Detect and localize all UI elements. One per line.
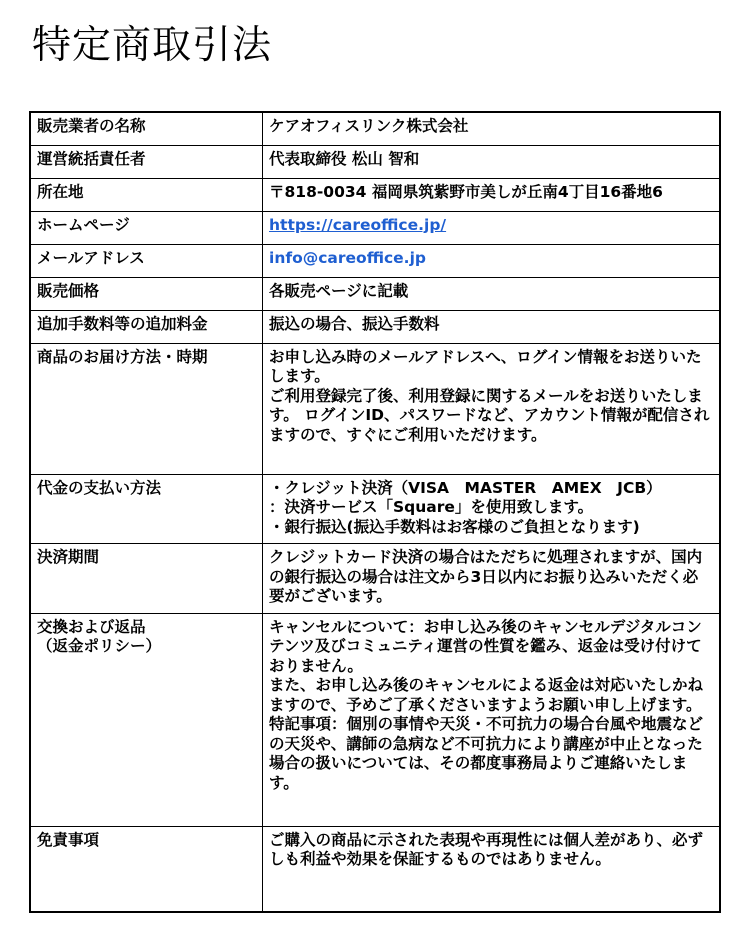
row-label-disclaimer: 免責事項	[30, 826, 263, 912]
row-label-payment-period: 決済期間	[30, 544, 263, 614]
payment-line-2: ：決済サービス「Square」を使用致します。	[269, 498, 594, 516]
returns-label-2: （返金ポリシー）	[37, 637, 162, 655]
table-row	[30, 112, 720, 145]
row-label-delivery: 商品のお届け方法・時期	[30, 343, 263, 474]
homepage-link[interactable]: https://careoffice.jp/	[269, 215, 447, 234]
row-value-price: 各販売ページに記載	[263, 277, 721, 310]
row-label-email: メールアドレス	[30, 244, 263, 277]
row-value-payment-method	[263, 474, 721, 544]
payment-line-1: ・クレジット決済（VISA MASTER AMEX JCB）	[269, 478, 662, 497]
returns-text-2: また、お申し込み後のキャンセルによる返金は対応いたしかねますので、予めご了承くださいますようお願い申し上げます。	[269, 676, 704, 714]
table-row	[30, 244, 720, 277]
returns-text-3: 特記事項：個別の事情や天災・不可抗力の場合台風や地震などの天災や、講師の急病など不可抗力により講座が中止となった場合の扱いについては、その都度事務局よりご連絡いたします。	[269, 715, 704, 792]
row-value-disclaimer: ご購入の商品に示された表現や再現性には個人差があり、必ずしも利益や効果を保証するものではありません。	[263, 826, 721, 912]
row-label-price: 販売価格	[30, 277, 263, 310]
table-row	[30, 343, 720, 474]
row-label-returns	[30, 613, 263, 826]
row-label-homepage: ホームページ	[30, 211, 263, 244]
row-label-seller-name: 販売業者の名称	[30, 112, 263, 145]
table-row	[30, 474, 720, 544]
table-row	[30, 211, 720, 244]
delivery-text-1: お申し込み時のメールアドレスへ、ログイン情報をお送りいたします。	[269, 347, 702, 385]
table-row	[30, 826, 720, 912]
row-value-delivery	[263, 343, 721, 474]
table-row	[30, 544, 720, 614]
row-label-manager: 運営統括責任者	[30, 145, 263, 178]
table-row	[30, 145, 720, 178]
row-value-additional-fees: 振込の場合、振込手数料	[263, 310, 721, 343]
row-value-address: 〒818-0034 福岡県筑紫野市美しが丘南4丁目16番地6	[263, 178, 721, 211]
row-value-seller-name: ケアオフィスリンク株式会社	[263, 112, 721, 145]
table-row	[30, 310, 720, 343]
row-value-payment-period: クレジットカード決済の場合はただちに処理されますが、国内の銀行振込の場合は注文から3日以内にお振り込みいただく必要がございます。	[263, 544, 721, 614]
row-value-returns	[263, 613, 721, 826]
page-title: 特定商取引法	[32, 23, 273, 68]
delivery-text-2: ご利用登録完了後、利用登録に関するメールをお送りいたします。 ログインID、パスワードなど、アカウント情報が配信されますので、すぐにご利用いただけます。	[269, 386, 710, 444]
returns-label-1: 交換および返品	[37, 617, 146, 636]
email-link[interactable]: info@careoffice.jp	[269, 248, 426, 267]
payment-line-3: ・銀行振込(振込手数料はお客様のご負担となります)	[269, 517, 640, 536]
commerce-law-table	[29, 111, 721, 913]
row-label-additional-fees: 追加手数料等の追加料金	[30, 310, 263, 343]
row-value-homepage	[263, 211, 721, 244]
returns-text-1: キャンセルについて：お申し込み後のキャンセルデジタルコンテンツ及びコミュニティ運営の性質を鑑み、返金は受け付けておりません。	[269, 617, 702, 675]
table-row	[30, 613, 720, 826]
table-row	[30, 178, 720, 211]
row-value-email	[263, 244, 721, 277]
row-label-payment-method: 代金の支払い方法	[30, 474, 263, 544]
table-row	[30, 277, 720, 310]
row-label-address: 所在地	[30, 178, 263, 211]
row-value-manager: 代表取締役 松山 智和	[263, 145, 721, 178]
